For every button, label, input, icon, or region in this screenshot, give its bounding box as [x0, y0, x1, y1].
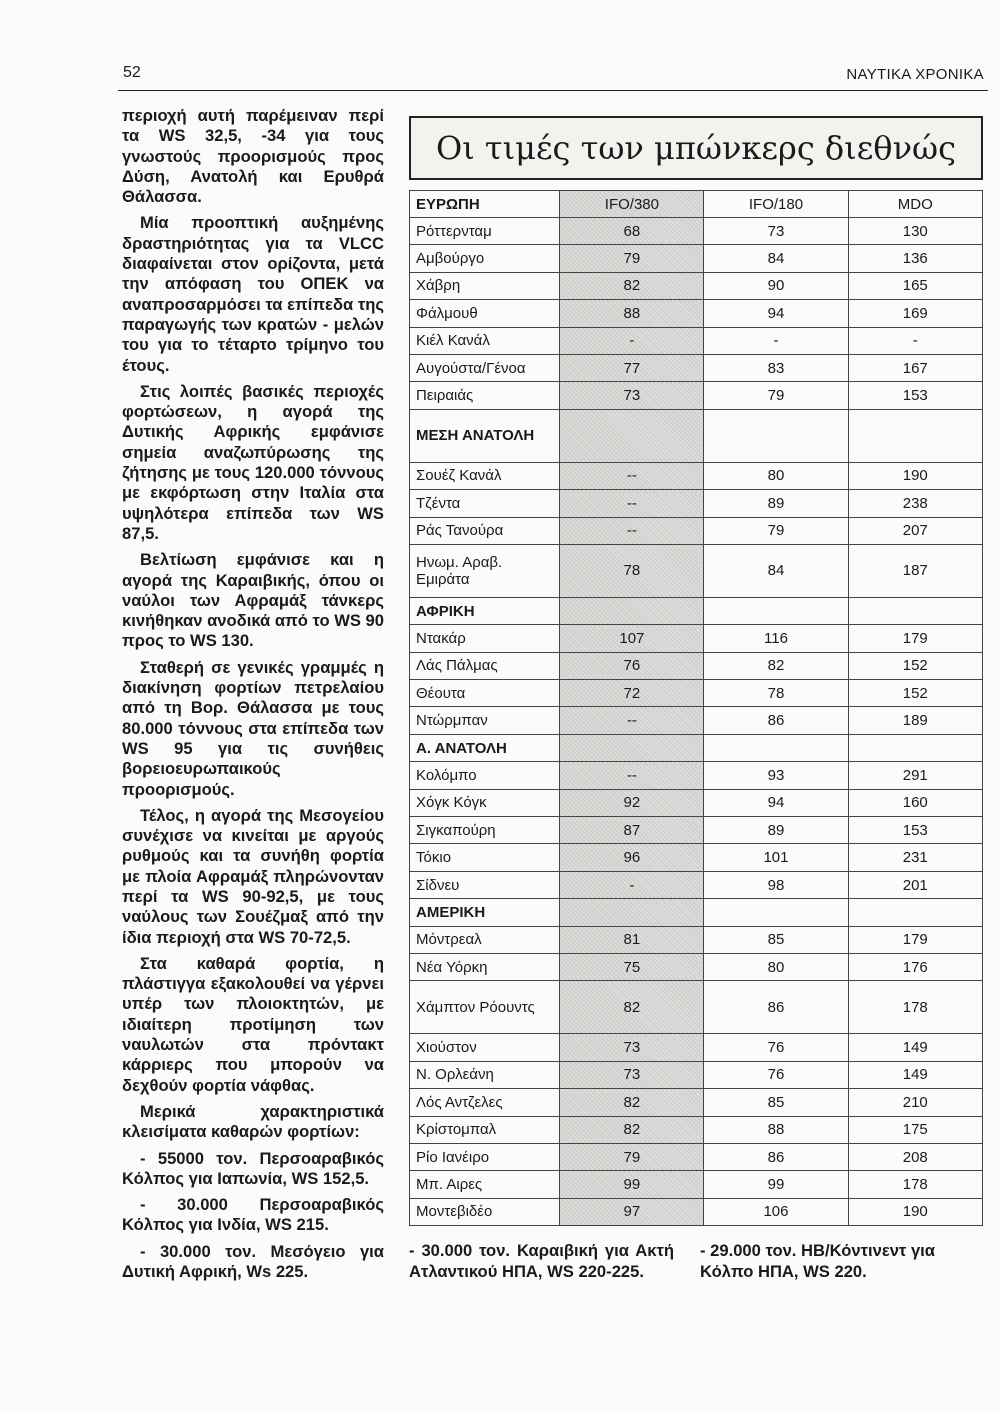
- table-row: [410, 1198, 983, 1225]
- cell-name: Μοντεβιδέο: [410, 1198, 560, 1225]
- cell-ifo380: -: [560, 871, 704, 898]
- cell-ifo380: [560, 899, 704, 926]
- cell-ifo380: --: [560, 490, 704, 517]
- cell-mdo: 178: [848, 1171, 983, 1198]
- cell-mdo: 149: [848, 1034, 983, 1061]
- cell-mdo: 167: [848, 354, 983, 381]
- table-row: [410, 354, 983, 381]
- cell-ifo180: 85: [704, 926, 848, 953]
- cell-ifo380: --: [560, 517, 704, 544]
- table-row: [410, 1171, 983, 1198]
- cell-mdo: 179: [848, 926, 983, 953]
- cell-mdo: 169: [848, 300, 983, 327]
- table-row: [410, 844, 983, 871]
- cell-ifo180: 88: [704, 1116, 848, 1143]
- article-paragraph: Βελτίωση εμφάνισε και η αγορά της Καραιβικής, όπου οι ναύλοι των Αφραμάξ τάνκερς κινήθηκαν ανοδικά από το WS 90 προς το WS 130.: [122, 550, 384, 651]
- cell-ifo180: 78: [704, 680, 848, 707]
- cell-mdo: 136: [848, 245, 983, 272]
- cell-name: ΑΜΕΡΙΚΗ: [410, 899, 560, 926]
- region-row: [410, 899, 983, 926]
- cell-ifo380: -: [560, 327, 704, 354]
- cell-mdo: 238: [848, 490, 983, 517]
- cell-name: Κιέλ Κανάλ: [410, 327, 560, 354]
- cell-ifo380: IFO/380: [560, 191, 704, 218]
- article-paragraph: Μία προοπτική αυξημένης δραστηριότητας για τα VLCC διαφαίνεται στον ορίζοντα, μετά την απόφαση του ΟΠΕΚ να αναπροσαρμόσει τα επίπεδα της παραγωγής των κρατών - μελών του για το τέταρτο τρίμηνο του έτους.: [122, 213, 384, 375]
- cell-ifo380: [560, 734, 704, 761]
- header-rule: [118, 90, 988, 91]
- cell-name: Μόντρεαλ: [410, 926, 560, 953]
- cell-name: Νέα Υόρκη: [410, 953, 560, 980]
- table-row: [410, 625, 983, 652]
- cell-name: Σίδνευ: [410, 871, 560, 898]
- cell-name: Λάς Πάλμας: [410, 652, 560, 679]
- cell-name: Κρίστομπαλ: [410, 1116, 560, 1143]
- cell-mdo: 149: [848, 1061, 983, 1088]
- cell-mdo: 179: [848, 625, 983, 652]
- cell-ifo180: 106: [704, 1198, 848, 1225]
- cell-name: Αμβούργο: [410, 245, 560, 272]
- table-row: [410, 789, 983, 816]
- table-row: [410, 1034, 983, 1061]
- cell-ifo380: 81: [560, 926, 704, 953]
- cell-mdo: 152: [848, 680, 983, 707]
- cell-ifo380: 82: [560, 1089, 704, 1116]
- cell-ifo180: 79: [704, 382, 848, 409]
- cell-mdo: 176: [848, 953, 983, 980]
- table-header-row: [410, 191, 983, 218]
- cell-name: Χιούστον: [410, 1034, 560, 1061]
- cell-name: Πειραιάς: [410, 382, 560, 409]
- cell-name: Τόκιο: [410, 844, 560, 871]
- cell-ifo380: 97: [560, 1198, 704, 1225]
- cell-ifo180: 83: [704, 354, 848, 381]
- cell-ifo380: 77: [560, 354, 704, 381]
- table-row: [410, 707, 983, 734]
- article-paragraph: Στις λοιπές βασικές περιοχές φορτώσεων, η αγορά της Δυτικής Αφρικής εμφάνισε σημεία αναζωπύρωσης της ζήτησης με τους 120.000 τόννους με εκφόρτωση στην Ιταλία στα υψηλότερα επίπεδα των WS 87,5.: [122, 381, 384, 543]
- cell-ifo180: 86: [704, 1143, 848, 1170]
- cell-name: Λός Αντζελες: [410, 1089, 560, 1116]
- cell-mdo: 190: [848, 462, 983, 489]
- cell-name: Ηνωμ. Αραβ. Εμιράτα: [410, 544, 560, 597]
- cell-ifo180: 98: [704, 871, 848, 898]
- table-title: Οι τιμές των μπώνκερς διεθνώς: [435, 129, 957, 167]
- cell-ifo180: 76: [704, 1061, 848, 1088]
- bottom-item: - 30.000 τον. Καραιβική για Ακτή Ατλαντικού ΗΠΑ, WS 220-225.: [409, 1241, 674, 1281]
- table-row: [410, 680, 983, 707]
- table-row: [410, 544, 983, 597]
- cell-ifo380: 68: [560, 218, 704, 245]
- cell-ifo180: 94: [704, 789, 848, 816]
- cell-mdo: 130: [848, 218, 983, 245]
- cell-ifo180: 82: [704, 652, 848, 679]
- table-row: [410, 1061, 983, 1088]
- region-row: [410, 409, 983, 462]
- cell-ifo380: 87: [560, 817, 704, 844]
- cell-mdo: 152: [848, 652, 983, 679]
- bunker-prices-table: [409, 190, 983, 1226]
- cell-mdo: [848, 899, 983, 926]
- cell-ifo180: 86: [704, 707, 848, 734]
- cell-name: ΑΦΡΙΚΗ: [410, 597, 560, 624]
- article-paragraph: Τέλος, η αγορά της Μεσογείου συνέχισε να κινείται με αργούς ρυθμούς και τα συνήθη φορτία με πλοία Αφραμάξ πληρώνονταν περί τα WS 90-92,5, με τους ναύλους των Σουέζμαξ από την ίδια περιοχή στα WS 70-72,5.: [122, 805, 384, 947]
- cell-ifo380: --: [560, 462, 704, 489]
- table-row: [410, 272, 983, 299]
- cell-mdo: 189: [848, 707, 983, 734]
- cell-ifo180: [704, 899, 848, 926]
- cell-ifo380: 78: [560, 544, 704, 597]
- table-row: [410, 218, 983, 245]
- cell-mdo: 201: [848, 871, 983, 898]
- cell-ifo180: 84: [704, 544, 848, 597]
- cell-ifo380: [560, 597, 704, 624]
- cell-name: ΜΕΣΗ ΑΝΑΤΟΛΗ: [410, 409, 560, 462]
- cell-ifo380: --: [560, 707, 704, 734]
- cell-mdo: 231: [848, 844, 983, 871]
- cell-name: Κολόμπο: [410, 762, 560, 789]
- cell-name: Χόγκ Κόγκ: [410, 789, 560, 816]
- article-paragraph: - 55000 τον. Περσοαραβικός Κόλπος για Ιαπωνία, WS 152,5.: [122, 1148, 384, 1188]
- table-row: [410, 871, 983, 898]
- cell-ifo180: -: [704, 327, 848, 354]
- cell-ifo380: 79: [560, 245, 704, 272]
- cell-name: Ρόττερνταμ: [410, 218, 560, 245]
- cell-name: Θέουτα: [410, 680, 560, 707]
- cell-mdo: 165: [848, 272, 983, 299]
- article-column: [122, 106, 384, 1288]
- cell-ifo380: 92: [560, 789, 704, 816]
- cell-name: Ντώρμπαν: [410, 707, 560, 734]
- cell-mdo: 208: [848, 1143, 983, 1170]
- cell-ifo180: 94: [704, 300, 848, 327]
- cell-name: Ντακάρ: [410, 625, 560, 652]
- cell-ifo380: --: [560, 762, 704, 789]
- cell-ifo180: 90: [704, 272, 848, 299]
- table-row: [410, 517, 983, 544]
- table-row: [410, 953, 983, 980]
- table-row: [410, 382, 983, 409]
- article-paragraph: - 30.000 Περσοαραβικός Κόλπος για Ινδία, WS 215.: [122, 1195, 384, 1235]
- cell-mdo: -: [848, 327, 983, 354]
- cell-mdo: 207: [848, 517, 983, 544]
- cell-ifo180: 86: [704, 981, 848, 1034]
- cell-mdo: 291: [848, 762, 983, 789]
- cell-ifo180: 93: [704, 762, 848, 789]
- cell-mdo: 210: [848, 1089, 983, 1116]
- cell-ifo180: 84: [704, 245, 848, 272]
- region-row: [410, 734, 983, 761]
- cell-mdo: 153: [848, 382, 983, 409]
- table-title-box: [409, 116, 983, 180]
- cell-ifo180: 89: [704, 817, 848, 844]
- cell-name: Ράς Τανούρα: [410, 517, 560, 544]
- cell-ifo180: 101: [704, 844, 848, 871]
- table-row: [410, 490, 983, 517]
- cell-ifo380: 73: [560, 1034, 704, 1061]
- publication-title: ΝΑΥΤΙΚΑ ΧΡΟΝΙΚΑ: [846, 66, 984, 83]
- cell-name: Αυγούστα/Γένοα: [410, 354, 560, 381]
- article-paragraph: περιοχή αυτή παρέμειναν περί τα WS 32,5, -34 για τους γνωστούς προορισμούς προς Δύση, Ανατολή και Ερυθρά Θάλασσα.: [122, 106, 384, 207]
- cell-mdo: 190: [848, 1198, 983, 1225]
- cell-mdo: 175: [848, 1116, 983, 1143]
- table-row: [410, 652, 983, 679]
- cell-ifo180: 76: [704, 1034, 848, 1061]
- cell-mdo: 187: [848, 544, 983, 597]
- cell-mdo: MDO: [848, 191, 983, 218]
- cell-ifo180: 79: [704, 517, 848, 544]
- cell-mdo: 178: [848, 981, 983, 1034]
- page-number: 52: [123, 64, 141, 81]
- bottom-item: - 29.000 τον. ΗΒ/Κόντινεντ για Κόλπο ΗΠΑ, WS 220.: [700, 1241, 935, 1281]
- region-row: [410, 597, 983, 624]
- table-row: [410, 762, 983, 789]
- cell-name: Χάβρη: [410, 272, 560, 299]
- cell-mdo: [848, 597, 983, 624]
- cell-mdo: [848, 734, 983, 761]
- cell-ifo180: 73: [704, 218, 848, 245]
- cell-ifo380: 88: [560, 300, 704, 327]
- cell-ifo180: [704, 734, 848, 761]
- cell-name: Φάλμουθ: [410, 300, 560, 327]
- table-row: [410, 926, 983, 953]
- cell-ifo180: 85: [704, 1089, 848, 1116]
- cell-name: Τζέντα: [410, 490, 560, 517]
- cell-name: Σιγκαπούρη: [410, 817, 560, 844]
- table-row: [410, 245, 983, 272]
- cell-name: Μπ. Αιρες: [410, 1171, 560, 1198]
- cell-name: Α. ΑΝΑΤΟΛΗ: [410, 734, 560, 761]
- cell-ifo180: IFO/180: [704, 191, 848, 218]
- cell-ifo380: 99: [560, 1171, 704, 1198]
- table-row: [410, 1089, 983, 1116]
- cell-ifo380: 82: [560, 1116, 704, 1143]
- cell-mdo: 160: [848, 789, 983, 816]
- article-paragraph: Στα καθαρά φορτία, η πλάστιγγα εξακολουθεί να γέρνει υπέρ των πλοιοκτητών, με ιδιαίτερη προτίμηση των ναυλωτών στα πρόντακτ κάρριερς που μπορούν να δεχθούν φορτία νάφθας.: [122, 953, 384, 1095]
- cell-mdo: [848, 409, 983, 462]
- cell-mdo: 153: [848, 817, 983, 844]
- table-row: [410, 1143, 983, 1170]
- table-row: [410, 300, 983, 327]
- cell-ifo380: 82: [560, 981, 704, 1034]
- cell-name: Ρίο Ιανέιρο: [410, 1143, 560, 1170]
- cell-ifo180: 80: [704, 953, 848, 980]
- cell-ifo180: [704, 597, 848, 624]
- cell-ifo180: 89: [704, 490, 848, 517]
- cell-name: Χάμπτον Ρόουντς: [410, 981, 560, 1034]
- table-row: [410, 327, 983, 354]
- cell-ifo380: [560, 409, 704, 462]
- article-paragraph: Μερικά χαρακτηριστικά κλεισίματα καθαρών φορτίων:: [122, 1101, 384, 1142]
- table-row: [410, 1116, 983, 1143]
- cell-ifo380: 73: [560, 382, 704, 409]
- table-row: [410, 817, 983, 844]
- cell-ifo380: 107: [560, 625, 704, 652]
- cell-ifo180: 80: [704, 462, 848, 489]
- article-paragraph: Σταθερή σε γενικές γραμμές η διακίνηση φορτίων πετρελαίου από τη Βορ. Θάλασσα με τους 80.000 τόννους στα επίπεδα των WS 95 για τις συνήθεις βορειοευρωπαικούς προορισμούς.: [122, 657, 384, 799]
- cell-ifo380: 72: [560, 680, 704, 707]
- table-row: [410, 462, 983, 489]
- cell-ifo180: [704, 409, 848, 462]
- cell-ifo380: 79: [560, 1143, 704, 1170]
- cell-ifo380: 73: [560, 1061, 704, 1088]
- cell-ifo180: 116: [704, 625, 848, 652]
- cell-name: Σουέζ Κανάλ: [410, 462, 560, 489]
- cell-ifo180: 99: [704, 1171, 848, 1198]
- table-row: [410, 981, 983, 1034]
- cell-name: Ν. Ορλεάνη: [410, 1061, 560, 1088]
- cell-ifo380: 82: [560, 272, 704, 299]
- cell-ifo380: 96: [560, 844, 704, 871]
- cell-ifo380: 75: [560, 953, 704, 980]
- cell-name: ΕΥΡΩΠΗ: [410, 191, 560, 218]
- article-paragraph: - 30.000 τον. Μεσόγειο για Δυτική Αφρική, Ws 225.: [122, 1241, 384, 1282]
- cell-ifo380: 76: [560, 652, 704, 679]
